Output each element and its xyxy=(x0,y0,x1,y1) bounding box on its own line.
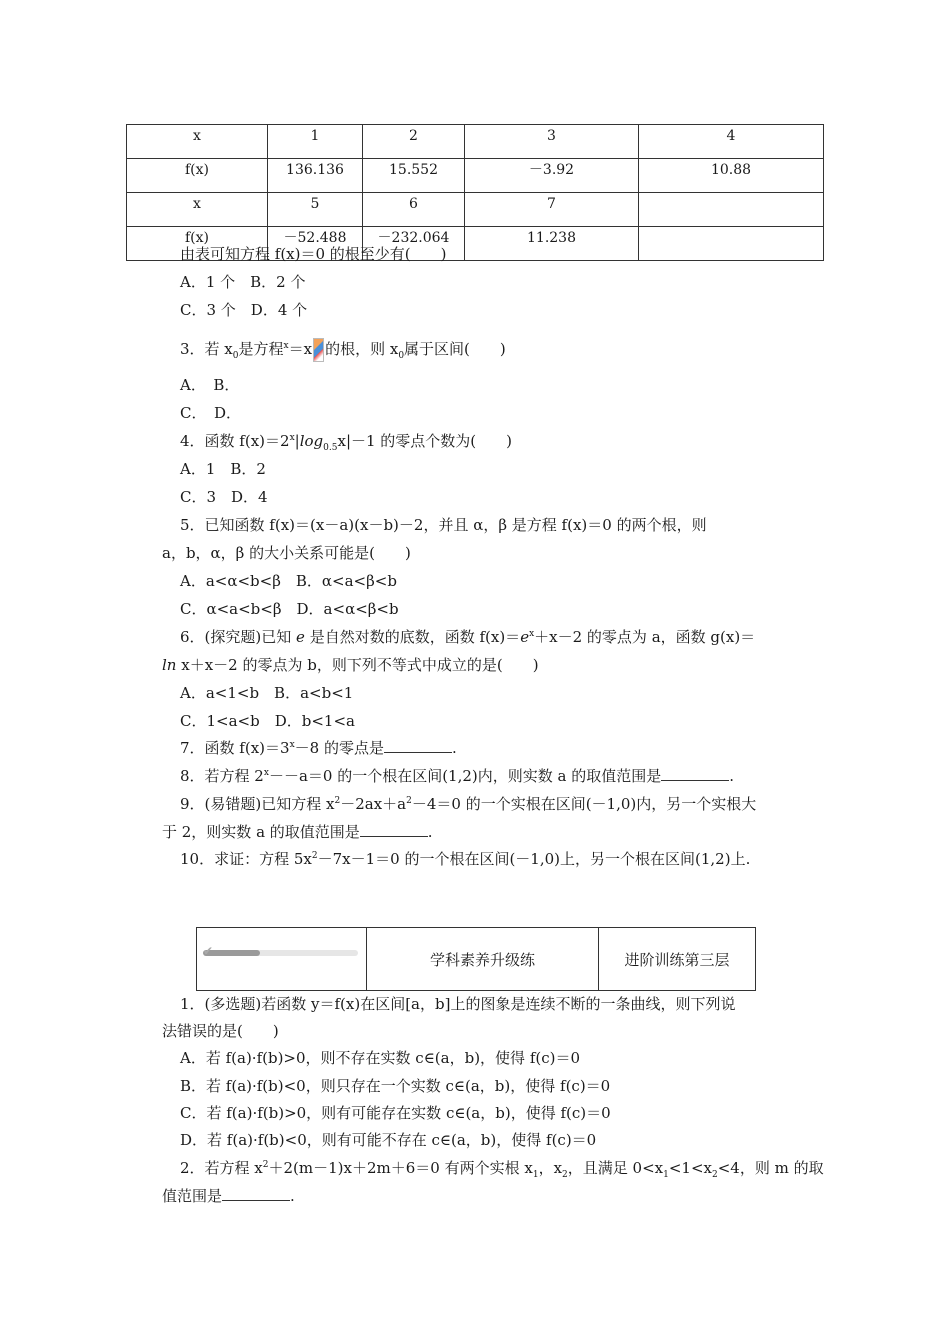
level3-question-1-option-d: D．若 f(a)·f(b)<0，则有可能不存在 c∈(a，b)，使得 f(c)＝0 xyxy=(180,1131,597,1149)
superscript: 2 xyxy=(311,851,318,861)
table-cell: 2 xyxy=(363,125,465,159)
question-4-stem xyxy=(180,431,512,451)
question-8-text: 8．若方程 2 xyxy=(180,767,264,785)
question-4-text: 4．函数 f(x)＝2 xyxy=(180,432,290,450)
question-6-text: x＋x－2 的零点为 b，则下列不等式中成立的是( ) xyxy=(176,656,539,674)
question-5-line-2: a，b，α，β 的大小关系可能是( ) xyxy=(162,544,411,562)
question-9-text: 9．(易错题)已知方程 x xyxy=(180,795,335,813)
question-text: <1<x xyxy=(668,1159,712,1177)
table-cell: 4 xyxy=(639,125,824,159)
log-function: log xyxy=(299,432,324,450)
table-cell: x xyxy=(127,125,268,159)
question-text: ＋2(m－1)x＋2m＋6＝0 有两个实根 x xyxy=(268,1159,533,1177)
question-6-options-ab: A．a<1<b B．a<b<1 xyxy=(180,684,354,702)
table-cell: 7 xyxy=(465,193,639,227)
question-2-stem: 由表可知方程 f(x)＝0 的根至少有( ) xyxy=(180,245,447,263)
check-icon: ✔ xyxy=(203,944,214,958)
question-6-text: ＋x－2 的零点为 a，函数 g(x)＝ xyxy=(534,628,756,646)
superscript: 2 xyxy=(334,796,341,806)
euler-constant: e xyxy=(296,628,305,646)
question-9-line-1 xyxy=(180,794,756,814)
section-title: 学科素养升级练 xyxy=(367,928,599,990)
section-banner xyxy=(196,927,756,991)
question-3-text: 属于区间( ) xyxy=(404,340,506,358)
answer-blank[interactable] xyxy=(222,1187,290,1201)
subscript: 0.5 xyxy=(323,443,338,453)
question-10 xyxy=(180,849,750,869)
question-10-text: 10．求证：方程 5x xyxy=(180,850,312,868)
question-6-line-1 xyxy=(180,627,755,647)
function-value-table xyxy=(126,124,824,261)
level3-question-1-option-b: B．若 f(a)·f(b)<0，则只存在一个实数 c∈(a，b)，使得 f(c)＝0 xyxy=(180,1077,611,1095)
table-cell: 15.552 xyxy=(363,159,465,193)
table-row xyxy=(127,193,824,227)
table-cell: 5 xyxy=(268,193,363,227)
table-cell: 3 xyxy=(465,125,639,159)
answer-blank[interactable] xyxy=(360,823,428,837)
question-7-text: －8 的零点是 xyxy=(294,739,384,757)
superscript: 2 xyxy=(406,796,412,806)
answer-blank[interactable] xyxy=(661,767,729,781)
level3-question-1-option-c: C．若 f(a)·f(b)>0，则有可能存在实数 c∈(a，b)，使得 f(c)＝0 xyxy=(180,1104,611,1122)
question-text: . xyxy=(290,1187,295,1205)
table-cell: －3.92 xyxy=(465,159,639,193)
table-cell: 11.238 xyxy=(465,227,639,261)
question-3-text: ＝x xyxy=(288,340,313,358)
question-9-line-2 xyxy=(162,822,433,842)
question-6-text: 是自然对数的底数，函数 f(x)＝ xyxy=(304,628,521,646)
question-text: 2．若方程 x xyxy=(180,1159,263,1177)
question-7 xyxy=(180,738,457,758)
subscript: 0 xyxy=(398,351,405,361)
question-9-text: －4＝0 的一个实根在区间(－1,0)内，另一个实根大 xyxy=(411,795,757,813)
table-cell: 10.88 xyxy=(639,159,824,193)
question-9-text: 于 2，则实数 a 的取值范围是 xyxy=(162,823,360,841)
table-row xyxy=(127,125,824,159)
question-4-text: x|－1 的零点个数为( ) xyxy=(337,432,513,450)
table-cell: 6 xyxy=(363,193,465,227)
level3-question-2-line-2 xyxy=(162,1186,295,1206)
answer-blank[interactable] xyxy=(384,739,452,753)
level3-question-2-line-1 xyxy=(180,1158,824,1178)
section-level: 进阶训练第三层 xyxy=(624,950,730,969)
table-cell: －232.064 xyxy=(363,227,465,261)
question-2-options-ab: A．1 个 B．2 个 xyxy=(180,273,306,291)
subscript: 1 xyxy=(532,1170,539,1180)
question-3-options-ab: A． B． xyxy=(180,376,240,394)
table-cell: 1 xyxy=(268,125,363,159)
superscript: 2 xyxy=(262,1160,269,1170)
formula-image-icon xyxy=(313,338,324,362)
question-4-options-ab: A．1 B．2 xyxy=(180,460,266,478)
question-9-text: －2ax＋a xyxy=(340,795,407,813)
question-5-options-ab: A．a<α<b<β B．α<a<β<b xyxy=(180,572,397,590)
ln-function: ln xyxy=(162,656,177,674)
question-6-line-2 xyxy=(162,655,539,675)
table-cell xyxy=(639,193,824,227)
question-4-text: | xyxy=(294,432,300,450)
question-8-text: . xyxy=(729,767,735,785)
superscript: x xyxy=(283,341,289,351)
table-cell: f(x) xyxy=(127,227,268,261)
question-6-options-cd: C．1<a<b D．b<1<a xyxy=(180,712,355,730)
table-cell: －52.488 xyxy=(268,227,363,261)
euler-constant: e xyxy=(520,628,530,646)
question-5-line-1: 5．已知函数 f(x)＝(x－a)(x－b)－2，并且 α，β 是方程 f(x)＝0 的两个根，则 xyxy=(180,516,707,534)
table-cell: x xyxy=(127,193,268,227)
table-cell: f(x) xyxy=(127,159,268,193)
table-row xyxy=(127,159,824,193)
level3-question-1-option-a: A．若 f(a)·f(b)>0，则不存在实数 c∈(a，b)，使得 f(c)＝0 xyxy=(180,1049,581,1067)
question-8 xyxy=(180,766,734,786)
level3-question-1-line-1: 1．(多选题)若函数 y＝f(x)在区间[a，b]上的图象是连续不断的一条曲线，则下列说 xyxy=(180,995,736,1013)
question-2-options-cd: C．3 个 D．4 个 xyxy=(180,301,308,319)
question-6-text: 6．(探究题)已知 xyxy=(180,628,297,646)
superscript: x xyxy=(289,740,295,750)
question-7-text: . xyxy=(451,739,457,757)
progress-bar xyxy=(203,950,358,956)
table-cell xyxy=(639,227,824,261)
question-3-options-cd: C． D． xyxy=(180,404,242,422)
superscript: x xyxy=(263,768,269,778)
question-7-text: 7．函数 f(x)＝3 xyxy=(180,739,290,757)
level3-question-1-line-2: 法错误的是( ) xyxy=(162,1022,279,1040)
question-5-options-cd: C．α<a<b<β D．a<α<β<b xyxy=(180,600,399,618)
banner-progress-cell xyxy=(197,928,367,990)
superscript: x xyxy=(529,629,535,639)
question-3-text: 3．若 x xyxy=(180,340,233,358)
question-text: <4，则 m 的取 xyxy=(717,1159,824,1177)
subscript: 1 xyxy=(663,1170,669,1180)
subscript: 0 xyxy=(232,351,239,361)
question-3-stem xyxy=(180,338,506,362)
question-10-text: －7x－1＝0 的一个根在区间(－1,0)上，另一个根在区间(1,2)上. xyxy=(317,850,751,868)
question-text: ，且满足 0<x xyxy=(567,1159,664,1177)
subscript: 2 xyxy=(712,1170,718,1180)
question-4-options-cd: C．3 D．4 xyxy=(180,488,268,506)
question-text: ，x xyxy=(538,1159,563,1177)
question-3-text: 是方程 xyxy=(238,340,284,358)
superscript: x xyxy=(289,433,295,443)
question-text: 值范围是 xyxy=(162,1187,223,1205)
question-8-text: －－a＝0 的一个根在区间(1,2)内，则实数 a 的取值范围是 xyxy=(268,767,662,785)
question-3-text: 的根，则 x xyxy=(325,340,399,358)
table-cell: 136.136 xyxy=(268,159,363,193)
subscript: 2 xyxy=(562,1170,568,1180)
question-9-text: . xyxy=(427,823,433,841)
